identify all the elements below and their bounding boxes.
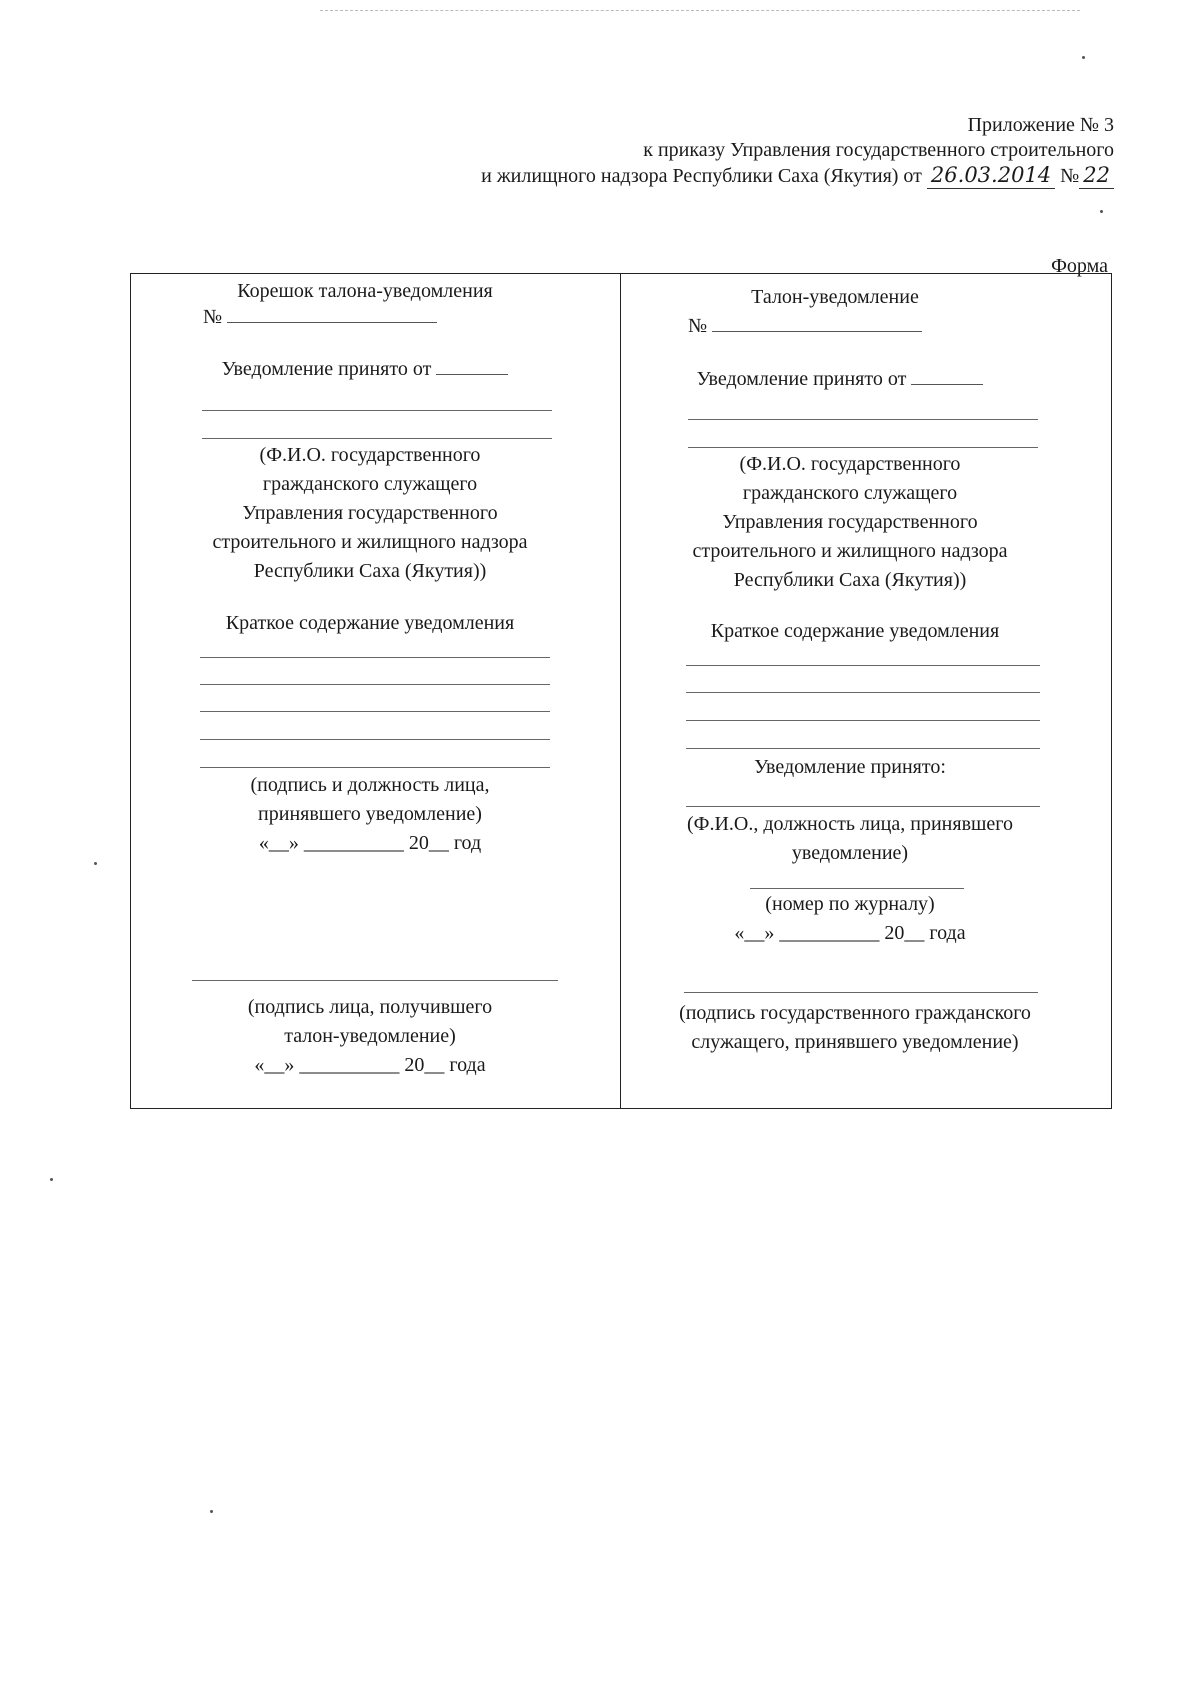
coupon-fio-pos-caption-1: (Ф.И.О., должность лица, принявшего [687, 813, 1013, 835]
order-reference: к приказу Управления государственного строительного [643, 139, 1114, 161]
coupon-summary-line-1[interactable] [686, 665, 1040, 666]
stub-fio-caption-3: Управления государственного [242, 502, 498, 524]
coupon-fio-line-1[interactable] [688, 419, 1038, 420]
scan-speck [94, 862, 97, 865]
form-label: Форма [1051, 255, 1108, 277]
coupon-column [620, 273, 1110, 1107]
stub-summary-line-1[interactable] [200, 657, 550, 658]
stub-sign-caption-1: (подпись и должность лица, [250, 774, 490, 796]
coupon-signature-line[interactable] [684, 992, 1038, 993]
stub-summary-line-4[interactable] [200, 739, 550, 740]
stub-receiver-caption-2: талон-уведомление) [284, 1025, 456, 1047]
handwritten-date: 26.03.2014 [927, 163, 1055, 189]
scan-speck [50, 1178, 53, 1181]
number-sign: № [1060, 165, 1080, 187]
stub-summary-label: Краткое содержание уведомления [225, 612, 515, 634]
appendix-number: Приложение № 3 [967, 114, 1114, 136]
stub-number-label: № [202, 306, 223, 328]
coupon-fio-caption-3: Управления государственного [722, 511, 978, 533]
stub-receiver-caption-1: (подпись лица, получившего [247, 996, 493, 1018]
coupon-accepted-row [570, 365, 1110, 393]
handwritten-number: 22 [1079, 163, 1114, 189]
stub-column [130, 273, 620, 1107]
stub-date-line: «__» __________ 20__ год [258, 832, 482, 854]
coupon-journal-line[interactable] [750, 888, 964, 889]
order-reference-line3 [481, 163, 1114, 189]
coupon-fio-pos-caption-2: уведомление) [791, 842, 909, 864]
coupon-fio-caption-5: Республики Саха (Якутия)) [733, 569, 967, 591]
stub-accepted-row [110, 355, 620, 383]
coupon-fio-caption-2: гражданского служащего [742, 482, 958, 504]
coupon-summary-line-2[interactable] [686, 692, 1040, 693]
stub-sign-caption-2: принявшего уведомление) [258, 803, 482, 825]
coupon-summary-label: Краткое содержание уведомления [710, 620, 1000, 642]
scan-speck [210, 1510, 213, 1513]
stub-accepted-field[interactable] [436, 356, 508, 375]
coupon-number-row [500, 312, 1110, 340]
stub-fio-caption-5: Республики Саха (Якутия)) [253, 560, 487, 582]
stub-fio-line-2[interactable] [202, 438, 552, 439]
coupon-number-label: № [687, 315, 708, 337]
stub-title: Корешок талона-уведомления [237, 280, 493, 302]
stub-signature-line[interactable] [200, 767, 550, 768]
order-reference-text: и жилищного надзора Республики Саха (Якутия) от [481, 165, 922, 187]
coupon-fio-caption-4: строительного и жилищного надзора [692, 540, 1008, 562]
stub-fio-caption-4: строительного и жилищного надзора [212, 531, 528, 553]
coupon-journal-caption: (номер по журналу) [765, 893, 935, 915]
coupon-fio-line-2[interactable] [688, 447, 1038, 448]
coupon-title: Талон-уведомление [751, 286, 919, 308]
stub-summary-line-2[interactable] [200, 684, 550, 685]
coupon-sign-caption-1: (подпись государственного гражданского [679, 1002, 1031, 1024]
coupon-accepted-label: Уведомление принято от [696, 368, 907, 390]
stub-fio-line-1[interactable] [202, 410, 552, 411]
coupon-date-line: «__» __________ 20__ года [734, 922, 966, 944]
stub-accepted-label: Уведомление принято от [221, 358, 432, 380]
stub-fio-caption-2: гражданского служащего [262, 473, 478, 495]
coupon-summary-line-4[interactable] [686, 748, 1040, 749]
coupon-accepted-field[interactable] [911, 366, 983, 385]
scan-speck [1100, 210, 1103, 213]
coupon-sign-caption-2: служащего, принявшего уведомление) [691, 1031, 1019, 1053]
coupon-summary-line-3[interactable] [686, 720, 1040, 721]
coupon-fio-caption-1: (Ф.И.О. государственного [739, 453, 961, 475]
scan-top-edge [320, 10, 1080, 11]
stub-summary-line-3[interactable] [200, 711, 550, 712]
stub-date-line-2: «__» __________ 20__ года [254, 1054, 486, 1076]
stub-fio-caption-1: (Ф.И.О. государственного [259, 444, 481, 466]
scan-speck [1082, 56, 1085, 59]
document-header [481, 113, 1114, 189]
coupon-number-field[interactable] [712, 313, 922, 332]
stub-number-field[interactable] [227, 304, 437, 323]
coupon-fio-pos-line[interactable] [686, 806, 1040, 807]
stub-receiver-line[interactable] [192, 980, 558, 981]
coupon-accepted-heading: Уведомление принято: [754, 756, 946, 778]
